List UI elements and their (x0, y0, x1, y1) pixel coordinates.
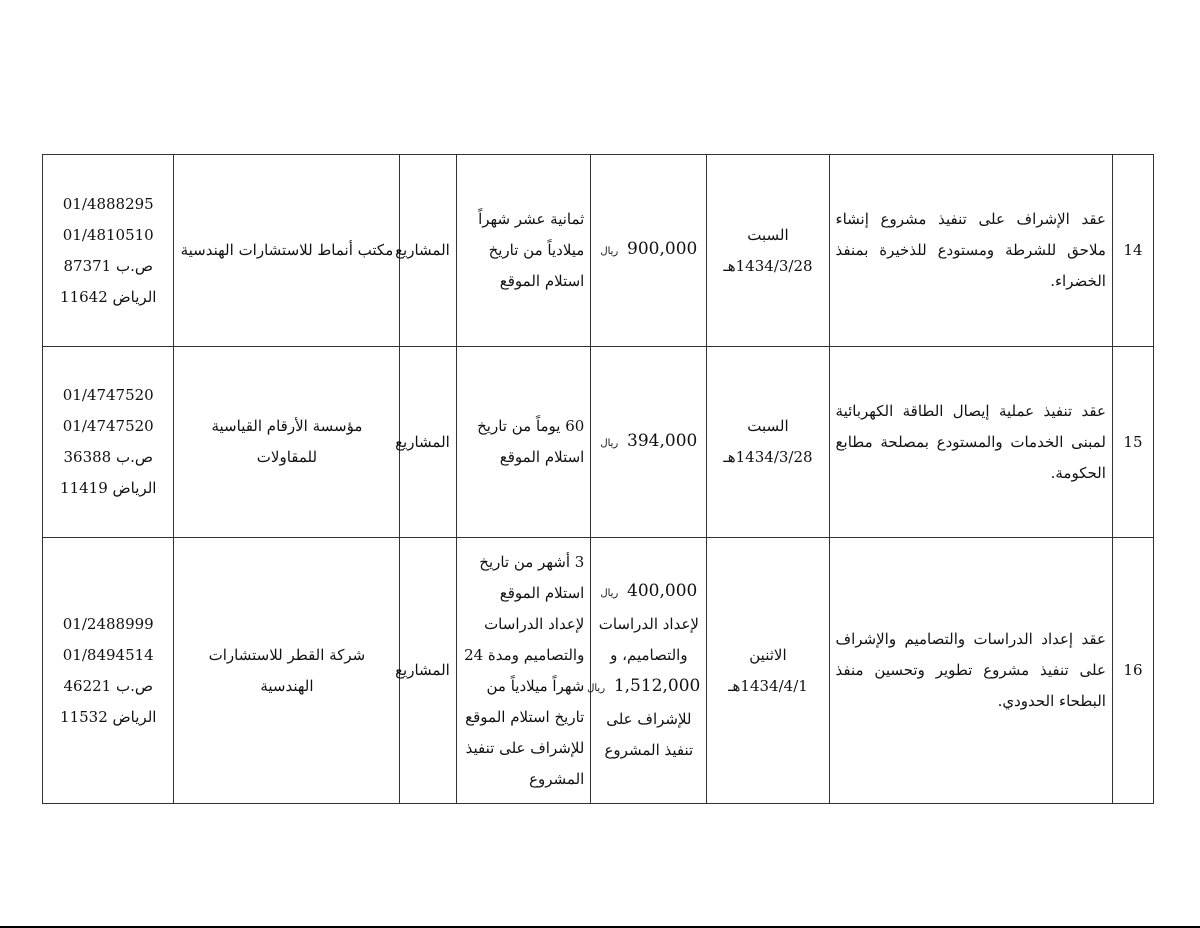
contracts-table (42, 154, 1154, 804)
phone-1: 01/4888295 (62, 194, 154, 213)
date-day: السبت (747, 417, 789, 435)
contract-amount (587, 538, 707, 804)
contract-amount (591, 155, 707, 347)
amount-value: 400,000 (627, 580, 698, 601)
contractor-contact (43, 155, 174, 347)
contractor-firm: مكتب أنماط للاستشارات الهندسية (174, 155, 400, 347)
contractor-firm: شركة القطر للاستشارات الهندسية (174, 538, 400, 804)
phone-2: 01/4810510 (62, 225, 154, 244)
contract-date (707, 538, 829, 804)
date-value: 1434/4/1هـ (728, 676, 808, 695)
date-value: 1434/3/28هـ (723, 256, 813, 275)
table-row (43, 155, 1154, 347)
contract-description: عقد الإشراف على تنفيذ مشروع إنشاء ملاحق للشرطة ومستودع للذخيرة بمنفذ الخضراء. (829, 155, 1112, 347)
amount-value: 394,000 (627, 430, 698, 451)
po-box: ص.ب 87371 (63, 256, 153, 275)
contract-date (707, 155, 829, 347)
phone-2: 01/4747520 (62, 417, 154, 435)
contract-amount (591, 347, 707, 538)
phone-1: 01/4747520 (62, 386, 154, 404)
amount-currency: ريال (587, 682, 606, 694)
row-number: 16 (1112, 538, 1153, 804)
date-value: 1434/3/28هـ (723, 448, 813, 466)
amount-note: للإشراف على تنفيذ المشروع (604, 709, 694, 759)
contract-category: المشاريع (400, 155, 456, 347)
table-row (43, 347, 1154, 538)
amount-note: لإعداد الدراسات والتصاميم، و (598, 614, 699, 664)
amount-currency: ريال (600, 587, 619, 599)
po-box: ص.ب 36388 (63, 448, 153, 466)
table-row (43, 538, 1154, 804)
contractor-contact (43, 347, 174, 538)
contract-description: عقد تنفيذ عملية إيصال الطاقة الكهربائية لمبنى الخدمات والمستودع بمصلحة مطابع الحكومة. (829, 347, 1112, 538)
contract-duration: 3 أشهر من تاريخ استلام الموقع لإعداد الدراسات والتصاميم ومدة 24 شهراً ميلادياً من تاريخ استلام الموقع للإشراف على تنفيذ المشروع (456, 538, 591, 804)
row-number: 14 (1112, 155, 1153, 347)
city-zip: الرياض 11532 (60, 707, 157, 726)
phone-1: 01/2488999 (62, 614, 154, 633)
contract-date (707, 347, 829, 538)
amount-value: 1,512,000 (613, 675, 701, 696)
contract-description: عقد إعداد الدراسات والتصاميم والإشراف على تنفيذ مشروع تطوير وتحسين منفذ البطحاء الحدودي. (829, 538, 1112, 804)
contract-duration: 60 يوماً من تاريخ استلام الموقع (456, 347, 591, 538)
phone-2: 01/8494514 (62, 645, 154, 664)
po-box: ص.ب 46221 (63, 676, 153, 695)
contract-duration: ثمانية عشر شهراً ميلادياً من تاريخ استلام الموقع (456, 155, 591, 347)
date-day: السبت (747, 225, 789, 244)
amount-currency: ريال (600, 437, 619, 449)
contract-category: المشاريع (400, 347, 456, 538)
contractor-contact (43, 538, 174, 804)
city-zip: الرياض 11419 (60, 479, 157, 497)
date-day: الاثنين (749, 645, 787, 664)
amount-value: 900,000 (627, 239, 698, 259)
row-number: 15 (1112, 347, 1153, 538)
contractor-firm: مؤسسة الأرقام القياسية للمقاولات (174, 347, 400, 538)
city-zip: الرياض 11642 (60, 287, 157, 306)
amount-currency: ريال (600, 246, 619, 257)
contract-category: المشاريع (400, 538, 456, 804)
